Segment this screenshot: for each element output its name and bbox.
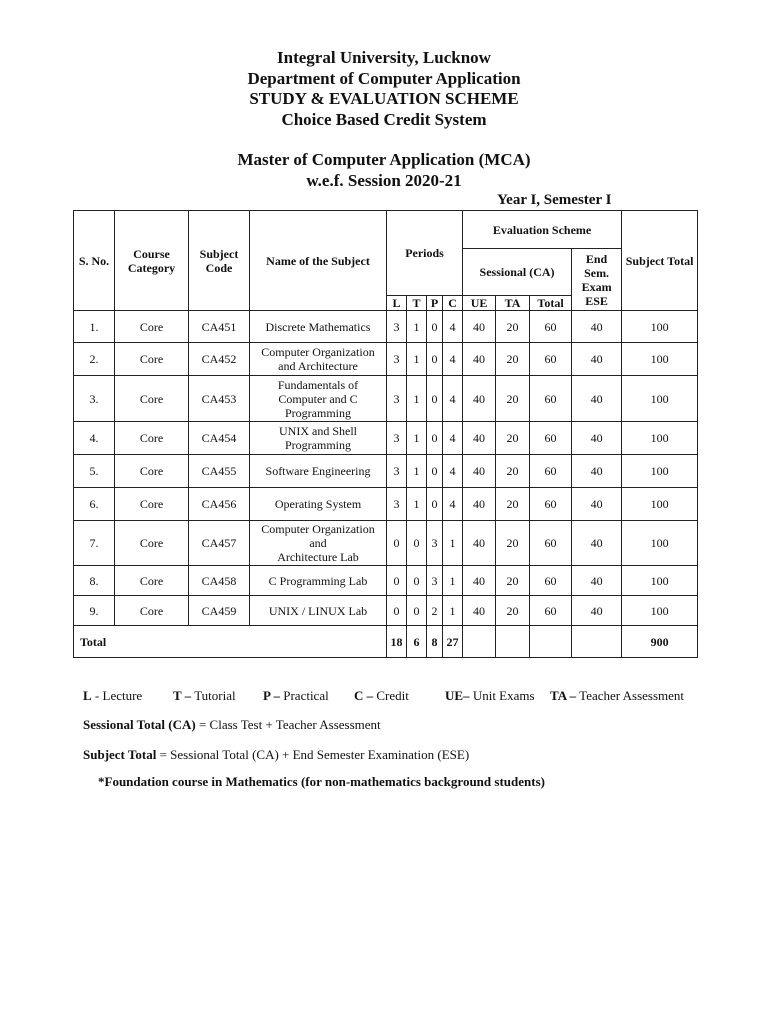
cell-T: 1 bbox=[407, 455, 427, 488]
cell-P: 3 bbox=[427, 566, 443, 596]
subject-name-line: UNIX / LINUX Lab bbox=[268, 603, 368, 618]
cell-T: 1 bbox=[407, 343, 427, 376]
cell-subject-name bbox=[250, 488, 387, 521]
cell-category: Core bbox=[115, 376, 189, 422]
cell-C: 4 bbox=[443, 343, 463, 376]
total-TA bbox=[496, 626, 530, 658]
cell-ese: 40 bbox=[572, 343, 622, 376]
cell-TA: 20 bbox=[496, 311, 530, 343]
cell-TA: 20 bbox=[496, 376, 530, 422]
cell-subject-name bbox=[250, 521, 387, 566]
cell-subject-name bbox=[250, 566, 387, 596]
subject-name-line: and bbox=[309, 536, 327, 550]
subject-name-line: Computer and C bbox=[278, 391, 358, 406]
cell-L: 3 bbox=[387, 311, 407, 343]
cell-sno: 2. bbox=[74, 343, 115, 376]
cell-TA: 20 bbox=[496, 488, 530, 521]
cell-sno: 1. bbox=[74, 311, 115, 343]
cell-category: Core bbox=[115, 566, 189, 596]
table-row bbox=[74, 521, 698, 566]
total-L: 18 bbox=[387, 626, 407, 658]
table-row bbox=[74, 422, 698, 455]
cell-sno: 8. bbox=[74, 566, 115, 596]
cell-TA: 20 bbox=[496, 422, 530, 455]
cell-sno: 4. bbox=[74, 422, 115, 455]
cell-ese: 40 bbox=[572, 488, 622, 521]
subject-name-line: Operating System bbox=[274, 497, 362, 511]
legend-L: L - Lecture bbox=[83, 688, 143, 703]
subject-name-line: Computer Organization bbox=[261, 522, 375, 536]
header-TA: TA bbox=[496, 296, 530, 311]
cell-sno: 3. bbox=[74, 376, 115, 422]
cell-L: 3 bbox=[387, 343, 407, 376]
subject-name-line: Computer Organization bbox=[261, 345, 375, 359]
cell-ese: 40 bbox=[572, 566, 622, 596]
cell-code: CA451 bbox=[189, 311, 250, 343]
department-name: Department of Computer Application bbox=[247, 68, 521, 88]
cell-subject-total: 100 bbox=[622, 376, 698, 422]
table-row bbox=[74, 343, 698, 376]
cell-sessional-total: 60 bbox=[530, 422, 572, 455]
table-row bbox=[74, 488, 698, 521]
cell-L: 0 bbox=[387, 566, 407, 596]
header-P: P bbox=[427, 296, 443, 311]
legend-P: P – Practical bbox=[263, 688, 329, 703]
cell-code: CA452 bbox=[189, 343, 250, 376]
cell-L: 0 bbox=[387, 521, 407, 566]
cell-category: Core bbox=[115, 343, 189, 376]
header-sessional: Sessional (CA) bbox=[463, 249, 572, 296]
cell-UE: 40 bbox=[463, 422, 496, 455]
cell-code: CA457 bbox=[189, 521, 250, 566]
cell-category: Core bbox=[115, 488, 189, 521]
cell-UE: 40 bbox=[463, 455, 496, 488]
cell-subject-name bbox=[250, 311, 387, 343]
cell-UE: 40 bbox=[463, 596, 496, 626]
cell-sno: 6. bbox=[74, 488, 115, 521]
cell-TA: 20 bbox=[496, 343, 530, 376]
header-code: Subject Code bbox=[189, 211, 250, 311]
total-sessional bbox=[530, 626, 572, 658]
cell-P: 0 bbox=[427, 488, 443, 521]
cell-sessional-total: 60 bbox=[530, 343, 572, 376]
table-body bbox=[74, 311, 698, 626]
cell-category: Core bbox=[115, 596, 189, 626]
cell-ese: 40 bbox=[572, 422, 622, 455]
table-row bbox=[74, 455, 698, 488]
total-row bbox=[74, 626, 698, 658]
cell-P: 0 bbox=[427, 311, 443, 343]
header-category: Course Category bbox=[115, 211, 189, 311]
cell-category: Core bbox=[115, 422, 189, 455]
subject-name-line: Programming bbox=[285, 405, 351, 420]
cell-sessional-total: 60 bbox=[530, 521, 572, 566]
table-row bbox=[74, 596, 698, 626]
cell-C: 4 bbox=[443, 422, 463, 455]
cell-subject-name bbox=[250, 596, 387, 626]
cell-sessional-total: 60 bbox=[530, 311, 572, 343]
subject-name-line: Fundamentals of bbox=[277, 377, 359, 392]
cell-subject-name bbox=[250, 343, 387, 376]
cell-code: CA459 bbox=[189, 596, 250, 626]
header-evaluation: Evaluation Scheme bbox=[463, 211, 622, 249]
header-end-sem: End Sem. Exam ESE bbox=[572, 249, 622, 311]
cell-T: 0 bbox=[407, 521, 427, 566]
cell-category: Core bbox=[115, 521, 189, 566]
cell-P: 2 bbox=[427, 596, 443, 626]
sessional-note: Sessional Total (CA) = Class Test + Teacher Assessment bbox=[83, 717, 381, 732]
legend-C: C – Credit bbox=[354, 688, 409, 703]
cell-P: 3 bbox=[427, 521, 443, 566]
cell-ese: 40 bbox=[572, 521, 622, 566]
cell-T: 1 bbox=[407, 311, 427, 343]
total-P: 8 bbox=[427, 626, 443, 658]
header-sno: S. No. bbox=[74, 211, 115, 311]
cell-C: 4 bbox=[443, 376, 463, 422]
cell-category: Core bbox=[115, 311, 189, 343]
cell-sessional-total: 60 bbox=[530, 376, 572, 422]
cell-TA: 20 bbox=[496, 566, 530, 596]
legend-TA: TA – Teacher Assessment bbox=[550, 688, 685, 703]
cell-subject-total: 100 bbox=[622, 521, 698, 566]
cell-T: 1 bbox=[407, 488, 427, 521]
cell-T: 0 bbox=[407, 566, 427, 596]
cell-UE: 40 bbox=[463, 343, 496, 376]
total-ese bbox=[572, 626, 622, 658]
header-C: C bbox=[443, 296, 463, 311]
cell-sno: 5. bbox=[74, 455, 115, 488]
title-block bbox=[0, 48, 768, 191]
header-name: Name of the Subject bbox=[250, 211, 387, 311]
legend-UE: UE– Unit Exams bbox=[445, 688, 535, 703]
cell-TA: 20 bbox=[496, 455, 530, 488]
cell-ese: 40 bbox=[572, 311, 622, 343]
university-name: Integral University, Lucknow bbox=[277, 48, 491, 67]
cell-L: 3 bbox=[387, 422, 407, 455]
cell-category: Core bbox=[115, 455, 189, 488]
cell-code: CA456 bbox=[189, 488, 250, 521]
cell-TA: 20 bbox=[496, 521, 530, 566]
cell-code: CA458 bbox=[189, 566, 250, 596]
cell-C: 1 bbox=[443, 596, 463, 626]
cell-L: 3 bbox=[387, 376, 407, 422]
subject-name-line: Architecture Lab bbox=[277, 550, 359, 564]
cell-TA: 20 bbox=[496, 596, 530, 626]
cell-subject-total: 100 bbox=[622, 422, 698, 455]
header-periods: Periods bbox=[387, 211, 463, 296]
header-total: Total bbox=[530, 296, 572, 311]
cell-code: CA454 bbox=[189, 422, 250, 455]
semester-label: Year I, Semester I bbox=[497, 192, 612, 208]
session: w.e.f. Session 2020-21 bbox=[306, 170, 462, 190]
cell-sno: 9. bbox=[74, 596, 115, 626]
header-UE: UE bbox=[463, 296, 496, 311]
subject-name-line: C Programming Lab bbox=[268, 573, 368, 588]
cell-UE: 40 bbox=[463, 521, 496, 566]
header-L: L bbox=[387, 296, 407, 311]
cell-ese: 40 bbox=[572, 455, 622, 488]
table-row bbox=[74, 311, 698, 343]
cell-P: 0 bbox=[427, 422, 443, 455]
cell-T: 1 bbox=[407, 376, 427, 422]
evaluation-table bbox=[73, 210, 698, 658]
cell-T: 0 bbox=[407, 596, 427, 626]
cell-sessional-total: 60 bbox=[530, 566, 572, 596]
cell-sno: 7. bbox=[74, 521, 115, 566]
credit-system: Choice Based Credit System bbox=[281, 109, 487, 129]
cell-subject-total: 100 bbox=[622, 343, 698, 376]
cell-L: 3 bbox=[387, 488, 407, 521]
cell-UE: 40 bbox=[463, 566, 496, 596]
cell-L: 3 bbox=[387, 455, 407, 488]
cell-C: 1 bbox=[443, 566, 463, 596]
cell-subject-total: 100 bbox=[622, 566, 698, 596]
table-row bbox=[74, 376, 698, 422]
cell-P: 0 bbox=[427, 343, 443, 376]
subject-name-line: and Architecture bbox=[278, 359, 358, 373]
cell-UE: 40 bbox=[463, 311, 496, 343]
total-T: 6 bbox=[407, 626, 427, 658]
subject-name-line: Programming bbox=[285, 438, 351, 452]
cell-UE: 40 bbox=[463, 488, 496, 521]
subject-name-line: Discrete Mathematics bbox=[265, 319, 371, 334]
total-label: Total bbox=[74, 626, 387, 658]
cell-code: CA455 bbox=[189, 455, 250, 488]
subject-name-line: UNIX and Shell bbox=[279, 424, 357, 438]
cell-P: 0 bbox=[427, 455, 443, 488]
cell-sessional-total: 60 bbox=[530, 455, 572, 488]
cell-subject-total: 100 bbox=[622, 596, 698, 626]
cell-C: 1 bbox=[443, 521, 463, 566]
scheme-title: STUDY & EVALUATION SCHEME bbox=[249, 89, 519, 108]
cell-subject-name bbox=[250, 455, 387, 488]
cell-ese: 40 bbox=[572, 596, 622, 626]
subject-name-line: Software Engineering bbox=[265, 464, 371, 478]
subject-total-note: Subject Total = Sessional Total (CA) + End Semester Examination (ESE) bbox=[83, 747, 470, 762]
header-T: T bbox=[407, 296, 427, 311]
cell-subject-name bbox=[250, 376, 387, 422]
legend-T: T – Tutorial bbox=[173, 688, 236, 703]
header-subject-total: Subject Total bbox=[622, 211, 698, 311]
foundation-note: *Foundation course in Mathematics (for non-mathematics background students) bbox=[98, 774, 545, 789]
cell-subject-name bbox=[250, 422, 387, 455]
cell-ese: 40 bbox=[572, 376, 622, 422]
cell-code: CA453 bbox=[189, 376, 250, 422]
cell-subject-total: 100 bbox=[622, 488, 698, 521]
cell-subject-total: 100 bbox=[622, 311, 698, 343]
total-subject: 900 bbox=[622, 626, 698, 658]
table-row bbox=[74, 566, 698, 596]
cell-C: 4 bbox=[443, 311, 463, 343]
total-C: 27 bbox=[443, 626, 463, 658]
cell-subject-total: 100 bbox=[622, 455, 698, 488]
cell-sessional-total: 60 bbox=[530, 596, 572, 626]
cell-C: 4 bbox=[443, 488, 463, 521]
cell-T: 1 bbox=[407, 422, 427, 455]
total-UE bbox=[463, 626, 496, 658]
cell-sessional-total: 60 bbox=[530, 488, 572, 521]
cell-UE: 40 bbox=[463, 376, 496, 422]
cell-P: 0 bbox=[427, 376, 443, 422]
cell-L: 0 bbox=[387, 596, 407, 626]
cell-C: 4 bbox=[443, 455, 463, 488]
program-name: Master of Computer Application (MCA) bbox=[237, 150, 531, 169]
